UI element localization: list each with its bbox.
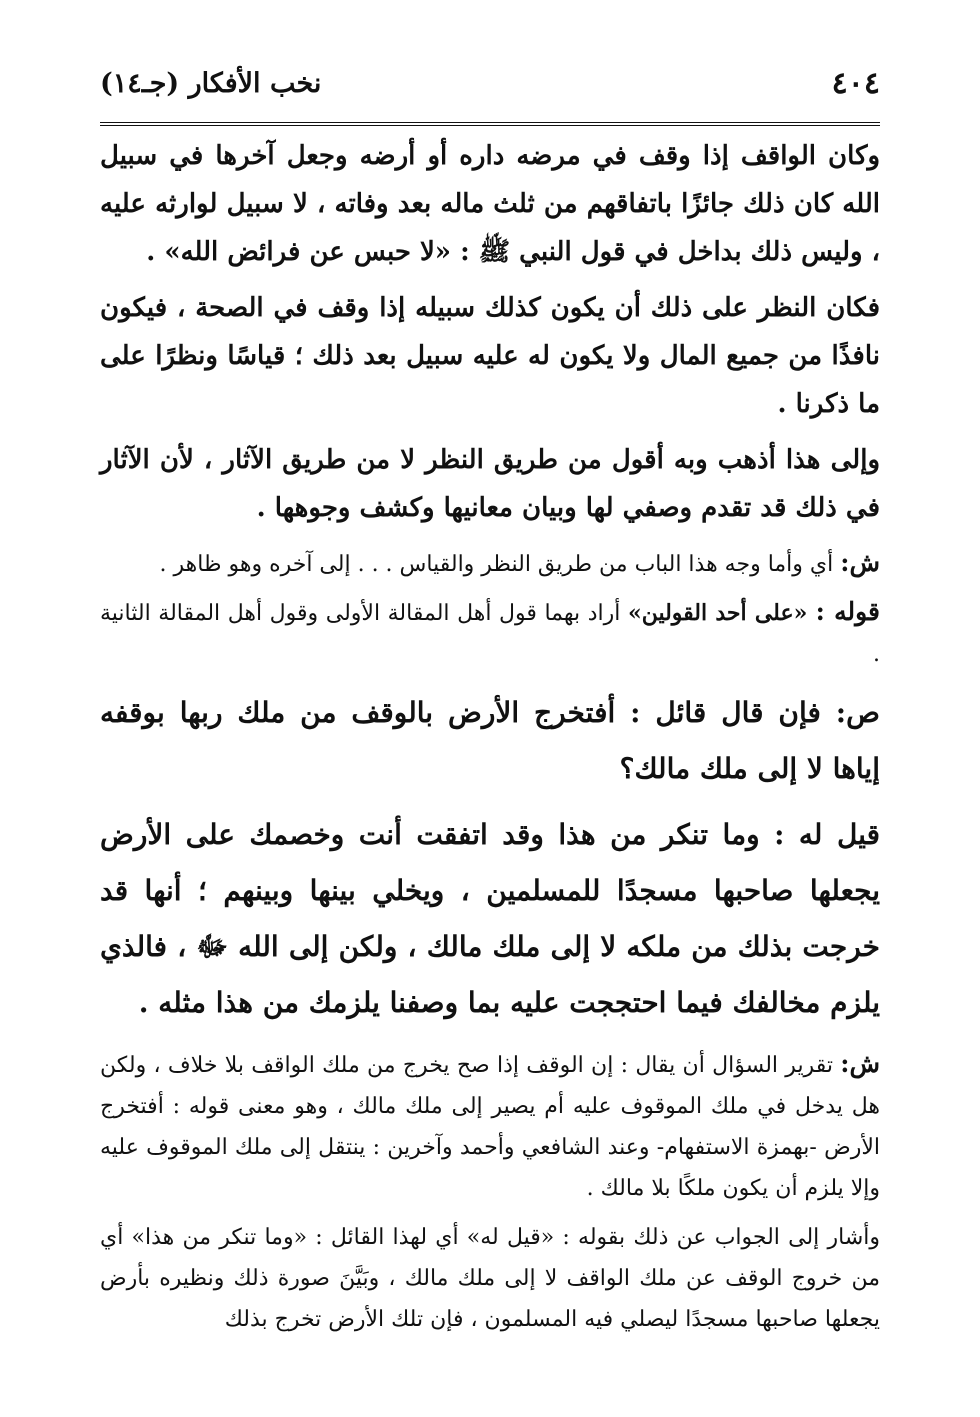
sharh-marker: ش:	[840, 1049, 880, 1078]
page-number: ٤٠٤	[831, 66, 880, 101]
sharh-text: أراد بهما قول أهل المقالة الأولى وقول أهل المقالة الثانية .	[100, 601, 880, 667]
sharh-text: أي وأما وجه هذا الباب من طريق النظر والقياس . . . إلى آخره وهو ظاهر .	[159, 552, 841, 577]
sharh-text: تقرير السؤال أن يقال : إن الوقف إذا صح يخرج من ملك الواقف بلا خلاف ، ولكن هل يدخل في ملك الموقوف عليه أم يصير إلى ملك مالك ، وهو معنى قوله : أفتخرج الأرض -بهمزة الاستفهام- وعند الشافعي وأحمد وآخرين : ينتقل إلى ملك الموقوف عليه وإلا يلزم أن يكون ملكًا بلا مالك .	[100, 1053, 880, 1201]
sharh-marker: ش:	[840, 548, 880, 577]
sharh-paragraph-4: وأشار إلى الجواب عن ذلك بقوله : «قيل له» أي لهذا القائل : «وما تنكر من هذا» أي من خروج الوقف عن ملك الواقف لا إلى ملك مالك ، وبَيَّنَ صورة ذلك ونظيره بأرض يجعلها صاحبها مسجدًا ليصلي فيه المسلمون ، فإن تلك الأرض تخرج بذلك	[100, 1225, 880, 1332]
qawluhu-marker: قوله :	[815, 597, 880, 626]
sharh-paragraph-2	[100, 591, 880, 675]
matn-paragraph-1: وكان الواقف إذا وقف في مرضه داره أو أرضه وجعل آخرها في سبيل الله كان ذلك جائزًا باتفاقهم من ثلث ماله بعد وفاته ، لا سبيل لوارثه عليه ، وليس ذلك بداخل في قول النبي ﷺ : «لا حبس عن فرائض الله» .	[100, 141, 880, 267]
matn-paragraph-3: وإلى هذا أذهب وبه أقول من طريق النظر لا من طريق الآثار ، لأن الآثار في ذلك قد تقدم وصفي لها وبيان معانيها وكشف وجوهها .	[100, 445, 880, 523]
matn-answer-paragraph: قيل له : وما تنكر من هذا وقد اتفقت أنت وخصمك على الأرض يجعلها صاحبها مسجدًا للمسلمين ، ويخلي بينها وبينهم ؛ أنها قد خرجت بذلك من ملكه لا إلى ملك مالك ، ولكن إلى الله ﷻ ، فالذي يلزم مخالفك فيما احتججت عليه بما وصفنا يلزمك من هذا مثله .	[100, 818, 881, 1019]
sharh-paragraph-3	[100, 1043, 880, 1209]
running-title: نخب الأفكار (جـ١٤)	[100, 68, 322, 99]
quoted-phrase: «على أحد القولين»	[627, 600, 816, 626]
matn-question-paragraph: ص: فإن قال قائل : أفتخرج الأرض بالوقف من ملك ربها بوقفه إياها لا إلى ملك مالك؟	[100, 696, 880, 785]
page-header	[100, 62, 880, 126]
page-body	[100, 132, 880, 1340]
sharh-paragraph-1	[100, 542, 880, 585]
matn-paragraph-2: فكان النظر على ذلك أن يكون كذلك سبيله إذا وقف في الصحة ، فيكون نافذًا من جميع المال ولا يكون له عليه سبيل بعد ذلك ؛ قياسًا ونظرًا على ما ذكرنا .	[100, 293, 880, 419]
